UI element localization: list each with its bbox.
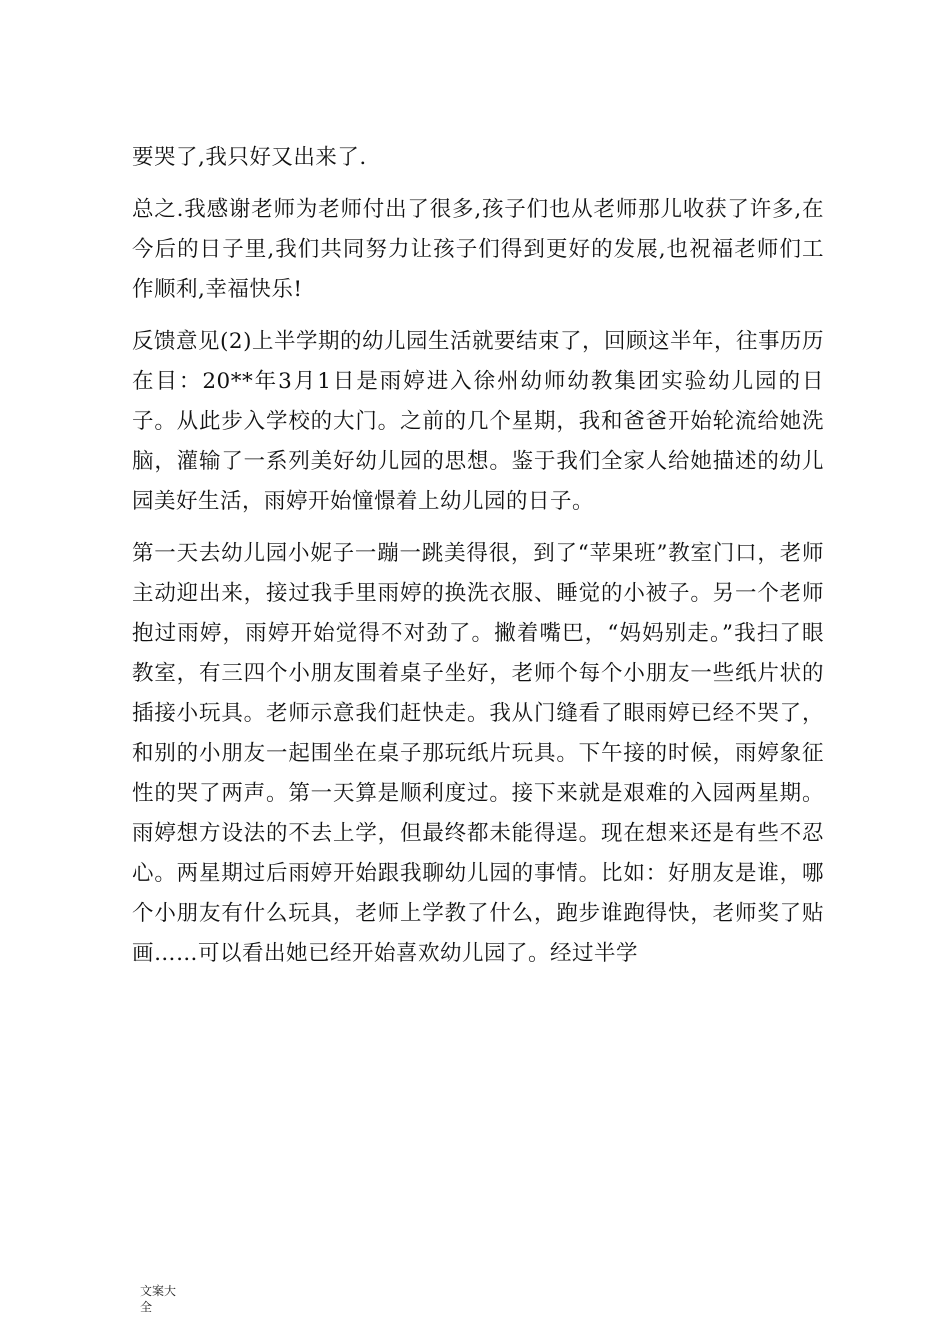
page-footer: 文案大全: [140, 1284, 177, 1314]
paragraph-3: 反馈意见(2)上半学期的幼儿园生活就要结束了，回顾这半年，往事历历在目：20**年3月1日是雨婷进入徐州幼师幼教集团实验幼儿园的日子。从此步入学校的大门。之前的几个星期，我和爸爸开始轮流给她洗脑，灌输了一系列美好幼儿园的思想。鉴于我们全家人给她描述的幼儿园美好生活，雨婷开始憧憬着上幼儿园的日子。: [132, 329, 824, 514]
paragraph-4: 第一天去幼儿园小妮子一蹦一跳美得很，到了“苹果班”教室门口，老师主动迎出来，接过我手里雨婷的换洗衣服、睡觉的小被子。另一个老师抱过雨婷，雨婷开始觉得不对劲了。撇着嘴巴，“妈妈别走。”我扫了眼教室，有三四个小朋友围着桌子坐好，老师个每个小朋友一些纸片状的插接小玩具。老师示意我们赶快走。我从门缝看了眼雨婷已经不哭了，和别的小朋友一起围坐在桌子那玩纸片玩具。下午接的时候，雨婷象征性的哭了两声。第一天算是顺利度过。接下来就是艰难的入园两星期。雨婷想方设法的不去上学，但最终都未能得逞。现在想来还是有些不忍心。两星期过后雨婷开始跟我聊幼儿园的事情。比如：好朋友是谁，哪个小朋友有什么玩具，老师上学教了什么，跑步谁跑得快，老师奖了贴画……可以看出她已经开始喜欢幼儿园了。经过半学: [132, 541, 824, 966]
paragraph-1: 要哭了,我只好又出来了.: [132, 145, 367, 170]
paragraph-2: 总之.我感谢老师为老师付出了很多,孩子们也从老师那儿收获了许多,在今后的日子里,我们共同努力让孩子们得到更好的发展,也祝福老师们工作顺利,幸福快乐!: [132, 197, 824, 302]
document-body: [132, 138, 824, 986]
